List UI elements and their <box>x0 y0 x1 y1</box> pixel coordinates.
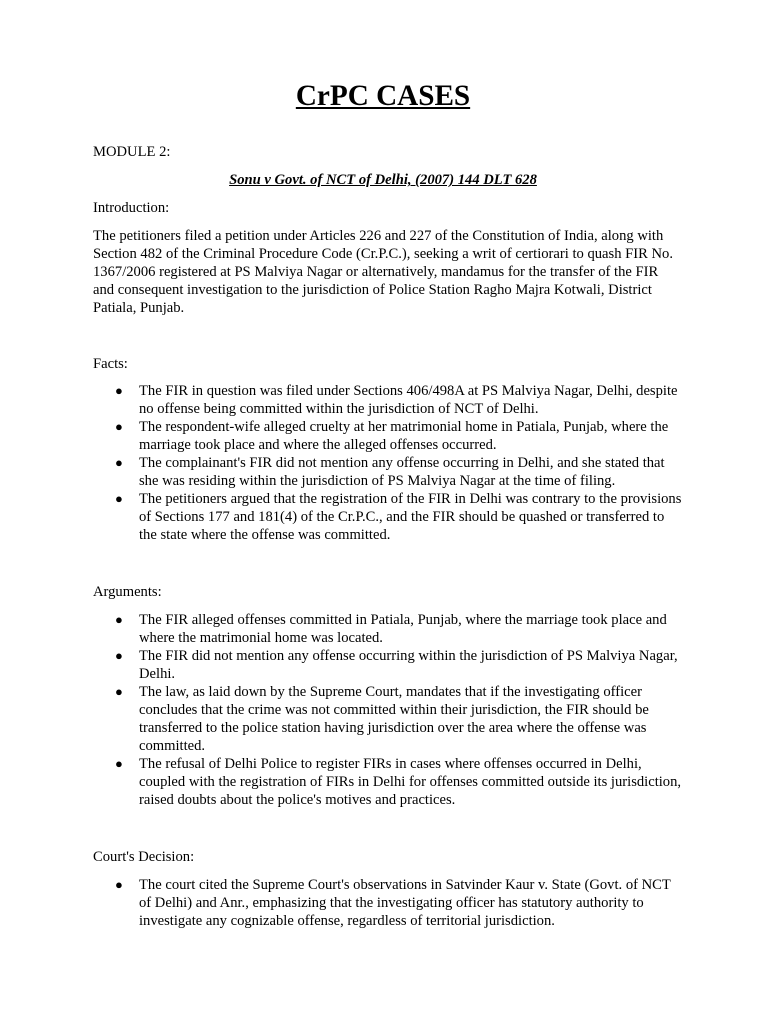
list-item <box>93 611 683 647</box>
arguments-item-text: The refusal of Delhi Police to register FIRs in cases where offenses occurred in Delhi, coupled with the registration of FIRs in Delhi for offenses committed outside its jurisdiction, raised doubts about the police's motives and practices. <box>139 756 682 808</box>
facts-item-text: The respondent-wife alleged cruelty at her matrimonial home in Patiala, Punjab, where the marriage took place and where the alleged offenses occurred. <box>139 419 669 453</box>
list-item <box>93 454 683 490</box>
bullet-icon: ● <box>115 419 123 434</box>
list-item <box>93 647 683 683</box>
facts-item-text: The FIR in question was filed under Sections 406/498A at PS Malviya Nagar, Delhi, despite no offense being committed within the jurisdiction of NCT of Delhi. <box>139 383 678 417</box>
decision-list <box>93 876 683 930</box>
facts-list <box>93 382 683 544</box>
list-item <box>93 490 683 544</box>
arguments-heading: Arguments: <box>93 584 162 600</box>
bullet-icon: ● <box>115 491 123 506</box>
bullet-icon: ● <box>115 877 123 892</box>
decision-heading: Court's Decision: <box>93 849 195 865</box>
bullet-icon: ● <box>115 383 123 398</box>
document-title: CrPC CASES <box>295 80 471 112</box>
bullet-icon: ● <box>115 756 123 771</box>
arguments-item-text: The FIR did not mention any offense occurring within the jurisdiction of PS Malviya Nagar, Delhi. <box>139 648 678 682</box>
arguments-item-text: The law, as laid down by the Supreme Court, mandates that if the investigating officer concludes that the crime was not committed within their jurisdiction, the FIR should be transferred to the police station having jurisdiction over the area where the offense was committed. <box>139 684 649 754</box>
introduction-text: The petitioners filed a petition under Articles 226 and 227 of the Constitution of India, along with Section 482 of the Criminal Procedure Code (Cr.P.C.), seeking a writ of certiorari to quash FIR No. 1367/2006 registered at PS Malviya Nagar or alternatively, mandamus for the transfer of the FIR and consequent investigation to the jurisdiction of Police Station Ragho Majra Kotwali, District Patiala, Punjab. <box>93 228 673 316</box>
facts-item-text: The petitioners argued that the registration of the FIR in Delhi was contrary to the provisions of Sections 177 and 181(4) of the Cr.P.C., and the FIR should be quashed or transferred to the state where the offense was committed. <box>139 491 682 543</box>
bullet-icon: ● <box>115 684 123 699</box>
list-item <box>93 755 683 809</box>
facts-heading: Facts: <box>93 356 128 372</box>
arguments-list <box>93 611 683 809</box>
list-item <box>93 683 683 755</box>
arguments-item-text: The FIR alleged offenses committed in Patiala, Punjab, where the marriage took place and where the matrimonial home was located. <box>139 612 667 646</box>
module-label: MODULE 2: <box>93 144 171 160</box>
list-item <box>93 382 683 418</box>
bullet-icon: ● <box>115 648 123 663</box>
introduction-heading: Introduction: <box>93 200 170 216</box>
list-item <box>93 876 683 930</box>
bullet-icon: ● <box>115 455 123 470</box>
bullet-icon: ● <box>115 612 123 627</box>
facts-item-text: The complainant's FIR did not mention any offense occurring in Delhi, and she stated that she was residing within the jurisdiction of PS Malviya Nagar at the time of filing. <box>139 455 665 489</box>
decision-item-text: The court cited the Supreme Court's observations in Satvinder Kaur v. State (Govt. of NCT of Delhi) and Anr., emphasizing that the investigating officer has statutory authority to investigate any cognizable offense, regardless of territorial jurisdiction. <box>139 877 671 929</box>
case-title: Sonu v Govt. of NCT of Delhi, (2007) 144 DLT 628 <box>229 172 537 188</box>
list-item <box>93 418 683 454</box>
